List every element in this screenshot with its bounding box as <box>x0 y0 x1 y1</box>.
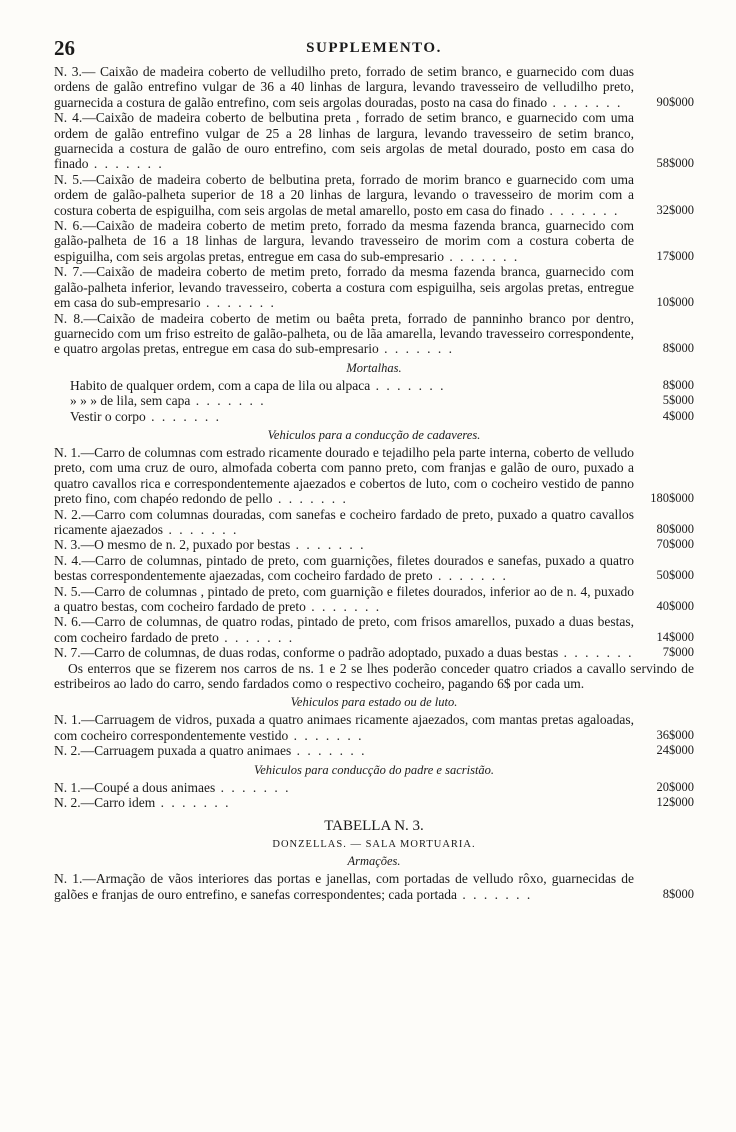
leader-dots: . . . . . . . <box>215 779 291 795</box>
section-heading-veiculos-cadaveres: Vehiculos para a conducção de cadaveres. <box>267 427 481 442</box>
leader-dots: . . . . . . . <box>218 629 295 645</box>
price-entry <box>54 743 694 758</box>
entry-text: N. 6.—Caixão de madeira coberto de metim preto, forrado da mesma fazenda branca, guarnecido com galão-palheta de 16 a 18 linhas de largura, levando travesseiro de morim com a costura coberta de espiguilha, com seis argolas pretas, entregue em casa do sub-empresario . . . . . . . <box>54 218 634 264</box>
entry-price: 7$000 <box>662 645 694 660</box>
leader-dots: . . . . . . . <box>544 202 620 218</box>
leader-dots: . . . . . . . <box>291 743 367 759</box>
leader-dots: . . . . . . . <box>288 727 364 743</box>
price-entry <box>54 110 694 172</box>
entry-price: 8$000 <box>662 377 694 392</box>
mortalhas-list <box>54 378 694 424</box>
coffin-list <box>54 64 694 357</box>
entry-price: 4$000 <box>662 408 694 423</box>
tabella-title: TABELLA N. 3. <box>324 818 424 835</box>
price-entry <box>54 795 694 810</box>
leader-dots: . . . . . . . <box>190 393 266 409</box>
entry-text: N. 1.—Armação de vãos interiores das portas e janellas, com portadas de velludo rôxo, guarnecidas de galões e franjas de ouro entrefino, e sanefas correspondentes; cada portada . . . . . . . <box>54 871 634 902</box>
entry-price: 20$000 <box>656 779 694 794</box>
leader-dots: . . . . . . . <box>272 491 348 507</box>
entry-price: 90$000 <box>656 94 694 109</box>
entry-price: 180$000 <box>650 491 694 506</box>
entry-price: 58$000 <box>656 156 694 171</box>
entry-price: 5$000 <box>662 393 694 408</box>
section-heading-veiculos-estado: Vehiculos para estado ou de luto. <box>290 695 458 710</box>
price-entry <box>54 409 694 424</box>
price-entry <box>54 553 694 584</box>
price-entry <box>54 712 694 743</box>
price-entry <box>54 393 694 408</box>
entry-price: 80$000 <box>656 521 694 536</box>
running-title: SUPPLEMENTO. <box>306 40 442 56</box>
leader-dots: . . . . . . . <box>456 886 533 902</box>
tabella-subtitle: DONZELLAS. — SALA MORTUARIA. <box>272 839 476 851</box>
entry-price: 14$000 <box>656 629 694 644</box>
leader-dots: . . . . . . . <box>155 795 231 811</box>
entry-text: » » » de lila, sem capa . . . . . . . <box>70 393 266 409</box>
leader-dots: . . . . . . . <box>200 295 276 311</box>
leader-dots: . . . . . . . <box>378 341 454 357</box>
leader-dots: . . . . . . . <box>305 599 382 614</box>
document-page <box>54 36 694 902</box>
leader-dots: . . . . . . . <box>547 94 623 110</box>
entry-price: 8$000 <box>662 341 694 356</box>
price-entry <box>54 378 694 393</box>
entry-price: 8$000 <box>662 886 694 901</box>
entry-text: Habito de qualquer ordem, com a capa de lila ou alpaca . . . . . . . <box>70 377 446 393</box>
entry-price: 17$000 <box>656 248 694 263</box>
price-entry <box>54 780 694 795</box>
entry-text: N. 6.—Carro de columnas, de quatro rodas, pintado de preto, com frisos amarellos, puxado a duas bestas, com cocheiro fardado de preto . . . . . . . <box>54 614 634 645</box>
entry-price: 70$000 <box>656 537 694 552</box>
entry-text: N. 5.—Carro de columnas , pintado de preto, com guarnição e filetes dourados, inferior ao de n. 4, puxado a quatro bestas, com cocheiro fardado de preto . . . . . . . <box>54 583 634 614</box>
armacoes-list <box>54 871 694 902</box>
entry-price: 24$000 <box>656 743 694 758</box>
entry-price: 40$000 <box>656 599 694 613</box>
entry-text: N. 7.—Carro de columnas, de duas rodas, conforme o padrão adoptado, puxado a duas bestas . . . . . . . <box>54 645 634 661</box>
entry-text: N. 1.—Carro de columnas com estrado ricamente dourado e tejadilho pela parte interna, coberto de velludo preto, com uma cruz de ouro, almofada coberta com panno preto, com franjas e galão de ouro, puxado a quatro cavallos rica e correspondentemente ajaezados e cobertos de luto, com o cocheiro vestido de panno preto fino, com chapéo redondo de pello . . . . . . . <box>54 444 634 507</box>
price-entry <box>54 64 694 110</box>
entry-text: N. 5.—Caixão de madeira coberto de belbutina preta, forrado de morim branco e guarnecido com uma ordem de galão-palheta superior de 18 a 20 linhas de largura, levando o travesseiro de morim com a costura coberta de espiguilha, com seis argolas de metal amarello, posto em casa do finado . . . . . . . <box>54 171 634 218</box>
page-number: 26 <box>54 36 75 60</box>
entry-text: N. 4.—Caixão de madeira coberto de belbutina preta , forrado de setim branco, e guarnecido com uma ordem de galão entrefino vulgar de 25 a 28 linhas de largura, levando travesseiro de setim branco, guarnecida a costura de galão de ouro entrefino, com seis argolas de metal dourado, posto em casa do finado . . . . . . . <box>54 110 634 172</box>
entry-text: N. 4.—Carro de columnas, pintado de preto, com guarnições, filetes dourados e sanefas, puxado a quatro bestas correspondentemente ajaezadas, com cocheiro fardado de preto . . . . . . . <box>54 552 634 584</box>
entry-price: 10$000 <box>656 295 694 310</box>
leader-dots: . . . . . . . <box>444 248 520 264</box>
entry-text: N. 2.—Carro com columnas douradas, com sanefas e cocheiro fardado de preto, puxado a quatro cavallos ricamente ajaezados . . . . . . . <box>54 506 634 537</box>
entry-text: N. 2.—Carruagem puxada a quatro animaes . . . . . . . <box>54 743 367 759</box>
price-entry <box>54 172 694 218</box>
entry-text: N. 3.—O mesmo de n. 2, puxado por bestas . . . . . . . <box>54 537 366 553</box>
leader-dots: . . . . . . . <box>145 408 221 424</box>
entry-price: 12$000 <box>656 795 694 810</box>
leader-dots: . . . . . . . <box>370 377 446 393</box>
price-entry <box>54 445 694 507</box>
leader-dots: . . . . . . . <box>290 537 366 553</box>
price-entry <box>54 264 694 310</box>
price-entry <box>54 584 694 615</box>
price-entry <box>54 645 694 660</box>
entry-text: N. 2.—Carro idem . . . . . . . <box>54 795 231 811</box>
price-entry <box>54 311 694 357</box>
entry-text: N. 3.— Caixão de madeira coberto de velludilho preto, forrado de setim branco, e guarnecido com duas ordens de galão entrefino vulgar de 36 a 40 linhas de largura, levando travesseiro de velludilho preto, guarnecida a costura de galão entrefino, com seis argolas douradas, posto na casa do finado . . . . . . . <box>54 64 634 110</box>
entry-text: N. 1.—Coupé a dous animaes . . . . . . . <box>54 779 291 795</box>
entry-text: N. 1.—Carruagem de vidros, puxada a quatro animaes ricamente ajaezados, com mantas pretas agaloadas, com cocheiro correspondentemente vestido . . . . . . . <box>54 712 634 743</box>
leader-dots: . . . . . . . <box>88 156 164 172</box>
entry-text: N. 8.—Caixão de madeira coberto de metim ou baêta preta, forrado de panninho branco por dentro, guarnecido com um friso estreito de galão-palheta, ou de lãa amarella, levando travesseiro correspondente, e quatro argolas pretas, entregue em casa do sub-empresario . . . . . . . <box>54 310 634 357</box>
entry-price: 36$000 <box>656 727 694 742</box>
veiculos-padre-list <box>54 780 694 811</box>
veiculos-cadaveres-list <box>54 445 694 661</box>
section-heading-mortalhas: Mortalhas. <box>346 360 402 375</box>
entry-price: 50$000 <box>656 568 694 583</box>
leader-dots: . . . . . . . <box>432 568 508 584</box>
price-entry <box>54 537 694 552</box>
enterros-note: Os enterros que se fizerem nos carros de ns. 1 e 2 se lhes poderão conceder quatro criados a cavallo servindo de estribeiros ao lado do carro, sendo fardados como o respectivo cocheiro, pagando 6$ por cada um. <box>54 660 694 692</box>
section-heading-veiculos-padre: Vehiculos para conducção do padre e sacristão. <box>253 762 495 777</box>
entry-price: 32$000 <box>656 202 694 217</box>
price-entry <box>54 218 694 264</box>
page-header <box>54 36 694 64</box>
price-entry <box>54 871 694 902</box>
entry-text: Vestir o corpo . . . . . . . <box>70 408 221 424</box>
section-heading-armacoes: Armações. <box>347 854 401 869</box>
veiculos-estado-list <box>54 712 694 758</box>
price-entry <box>54 614 694 645</box>
entry-text: N. 7.—Caixão de madeira coberto de metim preto, forrado da mesma fazenda branca, guarnecido com galão-palheta inferior, levando travesseiro, coberta a costura com espiguilha, seis argolas pretas, entregue em casa do sub-empresario . . . . . . . <box>54 264 634 311</box>
price-entry <box>54 507 694 538</box>
leader-dots: . . . . . . . <box>163 521 239 537</box>
leader-dots: . . . . . . . <box>558 645 634 661</box>
